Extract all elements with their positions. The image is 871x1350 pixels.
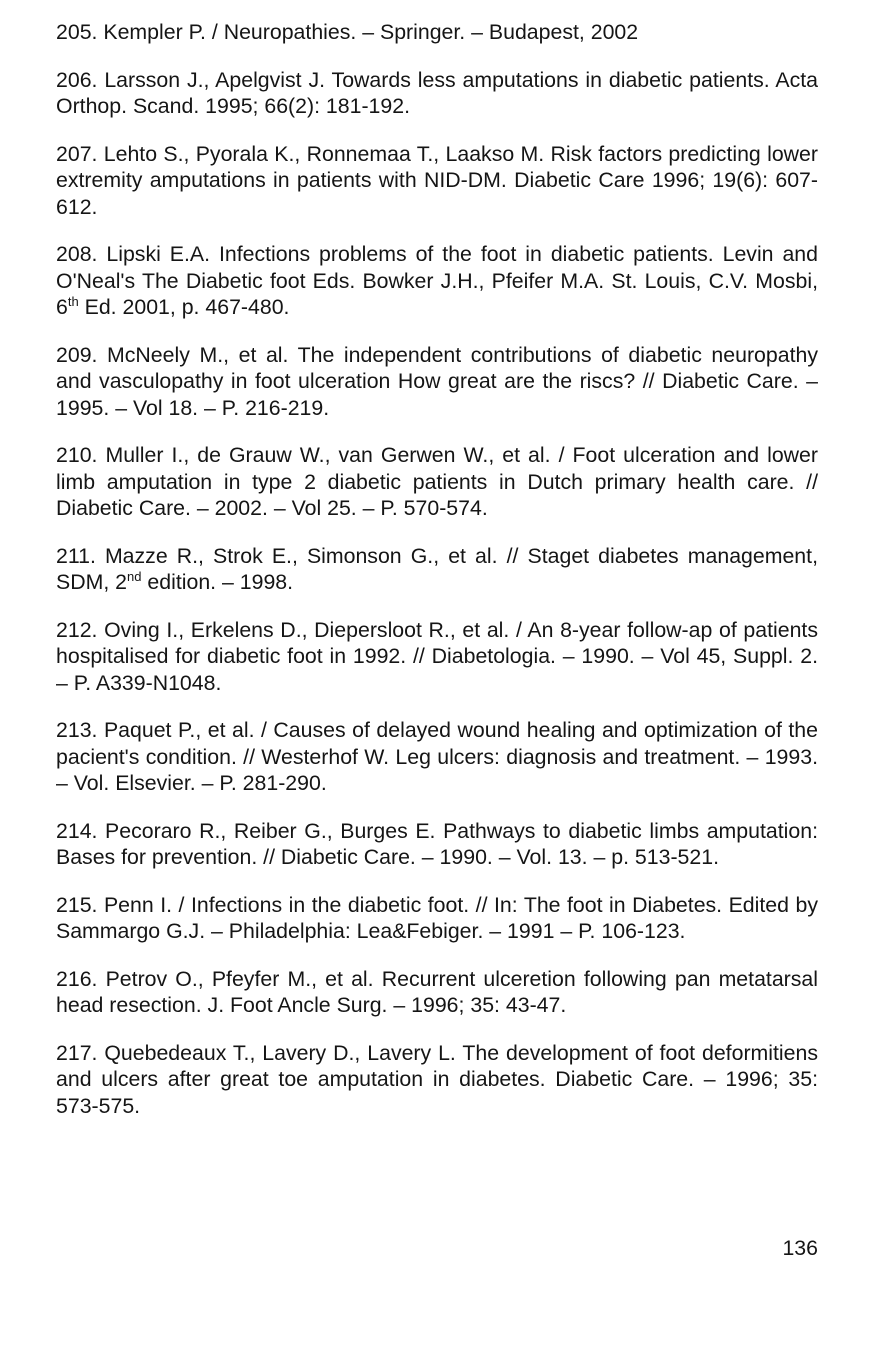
reference-213: 213. Paquet P., et al. / Causes of delayed wound healing and optimization of the pacient's condition. // Westerhof W. Leg ulcers: diagnosis and treatment. – 1993. – Vol. Elsevier. – P. 281-290.: [56, 718, 818, 795]
reference-205: 205. Kempler P. / Neuropathies. – Springer. – Budapest, 2002: [56, 20, 639, 44]
reference-211-text-end: edition. – 1998.: [141, 570, 294, 594]
reference-list: [56, 19, 818, 1140]
reference-207: 207. Lehto S., Pyorala K., Ronnemaa T., Laakso M. Risk factors predicting lower extremity amputations in patients with NID-DM. Diabetic Care 1996; 19(6): 607-612.: [56, 141, 818, 219]
reference-216: 216. Petrov O., Pfeyfer M., et al. Recurrent ulceretion following pan metatarsal head resection. J. Foot Ancle Surg. – 1996; 35: 43-47.: [56, 966, 818, 1017]
reference-208-text: 208. Lipski E.A. Infections problems of the foot in diabetic patients. Levin and O'Neal's The Diabetic foot Eds. Bowker J.H., Pfeifer M.A. St. Louis, C.V. Mosbi, 6: [56, 242, 818, 319]
reference-215: 215. Penn I. / Infections in the diabetic foot. // In: The foot in Diabetes. Edited by Sammargo G.J. – Philadelphia: Lea&Febiger. – 1991 – P. 106-123.: [56, 892, 818, 943]
reference-208: [56, 241, 818, 321]
reference-209: 209. McNeely M., et al. The independent contributions of diabetic neuropathy and vasculopathy in foot ulceration How great are the riscs? // Diabetic Care. – 1995. – Vol 18. – P. 216-219.: [56, 342, 818, 420]
reference-214: 214. Pecoraro R., Reiber G., Burges E. Pathways to diabetic limbs amputation: Bases for prevention. // Diabetic Care. – 1990. – Vol. 13. – p. 513-521.: [56, 818, 818, 869]
page-number: 136: [782, 1236, 818, 1260]
reference-211: [56, 543, 818, 596]
reference-206: 206. Larsson J., Apelgvist J. Towards less amputations in diabetic patients. Acta Orthop. Scand. 1995; 66(2): 181-192.: [56, 67, 818, 118]
reference-211-superscript: nd: [127, 568, 142, 584]
reference-217: 217. Quebedeaux T., Lavery D., Lavery L. The development of foot deformitiens and ulcers after great toe amputation in diabetes. Diabetic Care. – 1996; 35: 573-575.: [56, 1040, 818, 1118]
reference-210: 210. Muller I., de Grauw W., van Gerwen W., et al. / Foot ulceration and lower limb amputation in type 2 diabetic patients in Dutch primary health care. // Diabetic Care. – 2002. – Vol 25. – P. 570-574.: [56, 443, 818, 520]
reference-212: 212. Oving I., Erkelens D., Diepersloot R., et al. / An 8-year follow-ap of patients hospitalised for diabetic foot in 1992. // Diabetologia. – 1990. – Vol 45, Suppl. 2. – P. A339-N1048.: [56, 617, 818, 695]
reference-208-superscript: th: [67, 293, 79, 309]
reference-208-text-end: Ed. 2001, p. 467-480.: [78, 295, 290, 319]
reference-211-text: 211. Mazze R., Strok E., Simonson G., et al. // Staget diabetes management, SDM, 2: [56, 543, 818, 594]
